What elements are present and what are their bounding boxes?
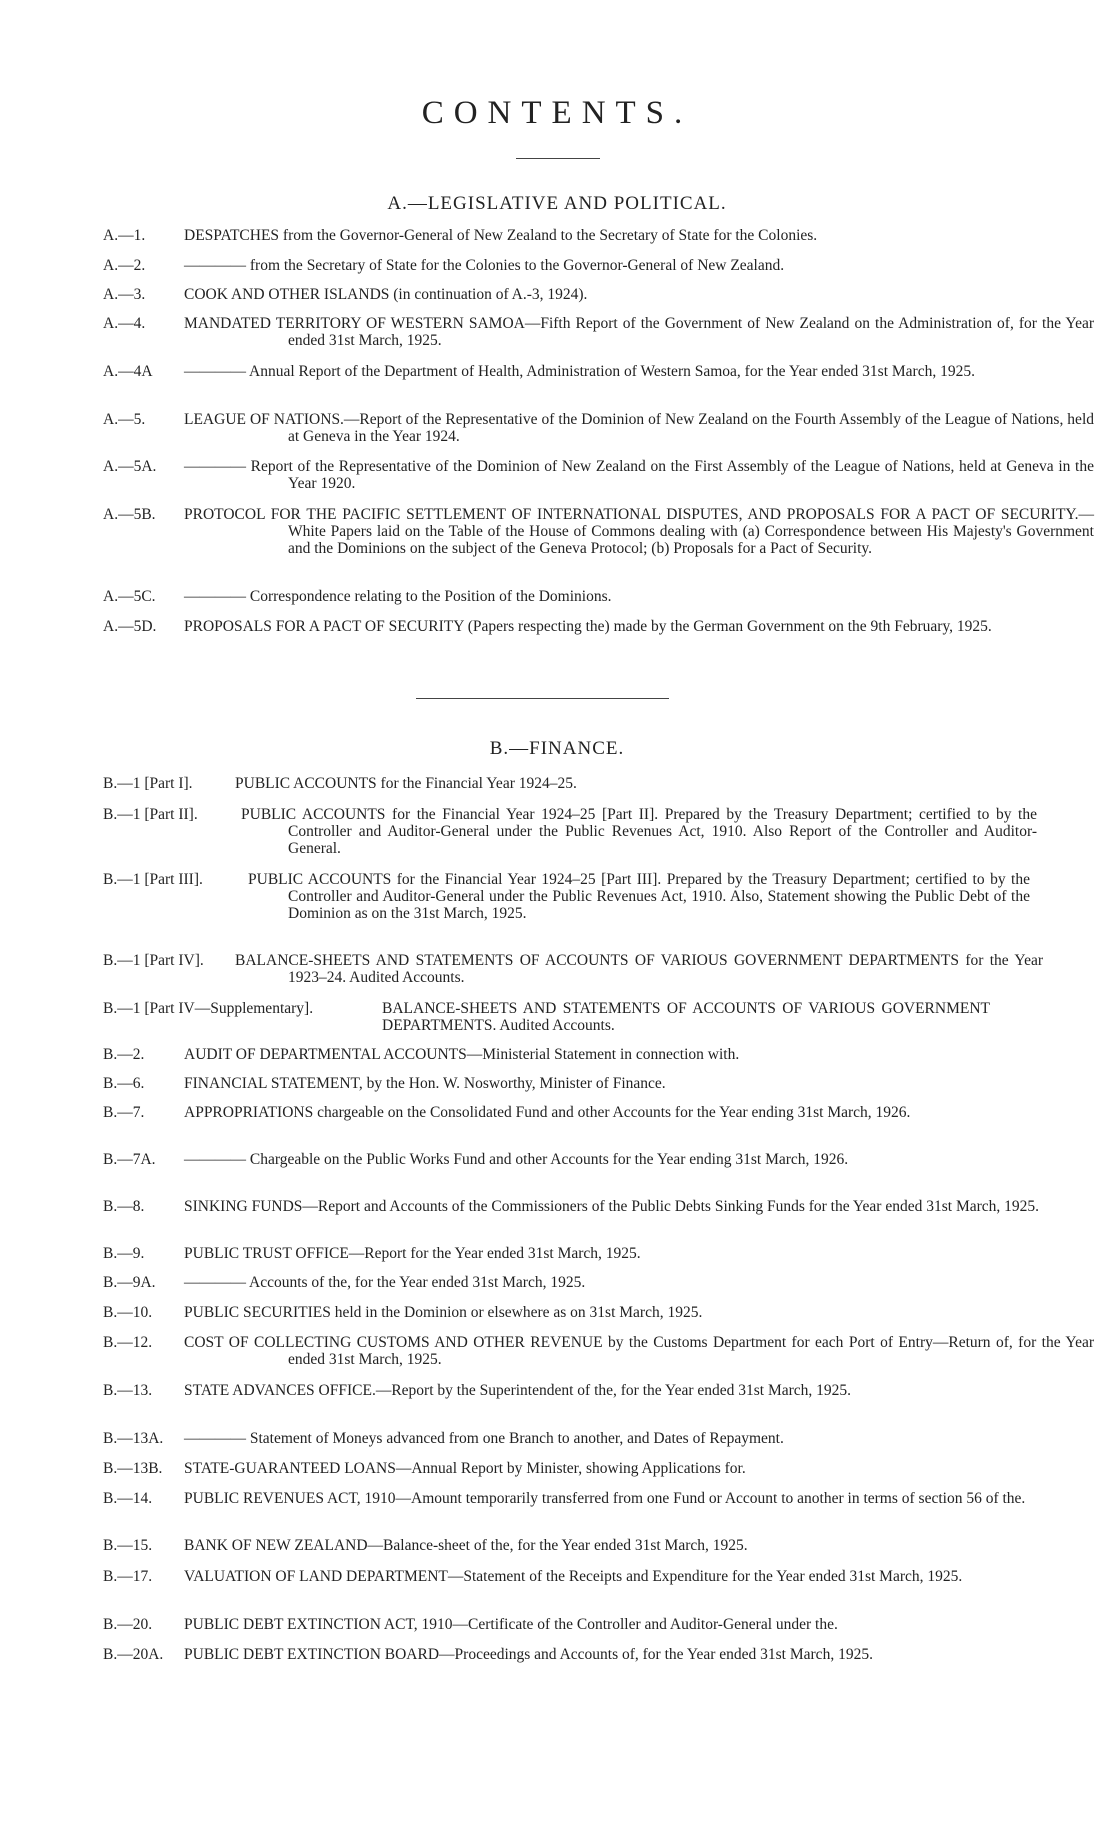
entry-code: B.—14. <box>103 1490 153 1507</box>
section-divider <box>416 698 669 699</box>
entry-text: PUBLIC ACCOUNTS for the Financial Year 1924–25. <box>235 775 577 792</box>
entry-code: B.—1 [Part IV]. <box>103 952 204 969</box>
entry-text: PUBLIC ACCOUNTS for the Financial Year 1924–25 [Part III]. Prepared by the Treasury Department; certified to by the Controller and Auditor-General under the Public Revenues Act, 1910. Also, Statement showing the Public Debt of the Dominion as on the 31st March, 1925. <box>248 871 1030 922</box>
entry-code: B.—13A. <box>103 1430 164 1447</box>
entry-code: B.—12. <box>103 1334 153 1351</box>
entry-code: B.—1 [Part I]. <box>103 775 193 792</box>
entry-text: PUBLIC REVENUES ACT, 1910—Amount temporarily transferred from one Fund or Account to another in terms of section 56 of the. <box>184 1490 1026 1507</box>
entry-text: PUBLIC DEBT EXTINCTION BOARD—Proceedings and Accounts of, for the Year ended 31st March, 1925. <box>184 1646 873 1663</box>
title-rule <box>516 158 600 159</box>
entry-text: PUBLIC DEBT EXTINCTION ACT, 1910—Certificate of the Controller and Auditor-General under the. <box>184 1616 838 1633</box>
entry-code: A.—4. <box>103 315 146 332</box>
entry-text: COOK AND OTHER ISLANDS (in continuation of A.-3, 1924). <box>184 286 588 303</box>
entry-code: B.—9A. <box>103 1274 156 1291</box>
entry-text: COST OF COLLECTING CUSTOMS AND OTHER REVENUE by the Customs Department for each Port of Entry—Return of, for the Year ended 31st March, 1925. <box>184 1334 1094 1368</box>
entry-text: ———— Chargeable on the Public Works Fund and other Accounts for the Year ending 31st March, 1926. <box>184 1151 849 1168</box>
entry-text: PROPOSALS FOR A PACT OF SECURITY (Papers respecting the) made by the German Government on the 9th February, 1925. <box>184 618 992 635</box>
entry-text: LEAGUE OF NATIONS.—Report of the Representative of the Dominion of New Zealand on the Fourth Assembly of the League of Nations, held at Geneva in the Year 1924. <box>184 411 1094 445</box>
entry-code: A.—4A <box>103 363 153 380</box>
entry-code: A.—5D. <box>103 618 157 635</box>
entry-code: A.—5. <box>103 411 146 428</box>
entry-code: B.—17. <box>103 1568 153 1585</box>
entry-code: A.—5A. <box>103 458 157 475</box>
entry-text: DESPATCHES from the Governor-General of New Zealand to the Secretary of State for the Colonies. <box>184 227 818 244</box>
entry-code: A.—1. <box>103 227 146 244</box>
entry-code: B.—8. <box>103 1198 145 1215</box>
entry-text: MANDATED TERRITORY OF WESTERN SAMOA—Fifth Report of the Government of New Zealand on the Administration of, for the Year ended 31st March, 1925. <box>184 315 1094 349</box>
entry-text: VALUATION OF LAND DEPARTMENT—Statement of the Receipts and Expenditure for the Year ended 31st March, 1925. <box>184 1568 963 1585</box>
entry-code: B.—2. <box>103 1046 145 1063</box>
entry-code: B.—7A. <box>103 1151 156 1168</box>
entry-code: B.—7. <box>103 1104 145 1121</box>
entry-text: BANK OF NEW ZEALAND—Balance-sheet of the, for the Year ended 31st March, 1925. <box>184 1537 748 1554</box>
entry-code: A.—5C. <box>103 588 156 605</box>
entry-code: A.—5B. <box>103 506 156 523</box>
entry-text: ———— Annual Report of the Department of Health, Administration of Western Samoa, for the Year ended 31st March, 1925. <box>184 363 975 380</box>
entry-code: A.—3. <box>103 286 146 303</box>
entry-code: B.—10. <box>103 1304 153 1321</box>
page-title: CONTENTS. <box>421 95 693 131</box>
entry-code: B.—13. <box>103 1382 153 1399</box>
entry-text: PUBLIC ACCOUNTS for the Financial Year 1924–25 [Part II]. Prepared by the Treasury Department; certified to by the Controller and Auditor-General under the Public Revenues Act, 1910. Also Report of the Controller and Auditor-General. <box>241 806 1037 857</box>
entry-text: AUDIT OF DEPARTMENTAL ACCOUNTS—Ministerial Statement in connection with. <box>184 1046 740 1063</box>
entry-text: BALANCE-SHEETS AND STATEMENTS OF ACCOUNTS OF VARIOUS GOVERNMENT DEPARTMENTS. Audited Accounts. <box>382 1000 990 1034</box>
entry-code: B.—6. <box>103 1075 145 1092</box>
entry-text: ———— Report of the Representative of the Dominion of New Zealand on the First Assembly of the League of Nations, held at Geneva in the Year 1920. <box>184 458 1094 492</box>
entry-text: PUBLIC SECURITIES held in the Dominion or elsewhere as on 31st March, 1925. <box>184 1304 703 1321</box>
entry-text: BALANCE-SHEETS AND STATEMENTS OF ACCOUNTS OF VARIOUS GOVERNMENT DEPARTMENTS for the Year 1923–24. Audited Accounts. <box>235 952 1043 986</box>
entry-text: SINKING FUNDS—Report and Accounts of the Commissioners of the Public Debts Sinking Funds for the Year ended 31st March, 1925. <box>184 1198 1040 1215</box>
entry-code: B.—9. <box>103 1245 145 1262</box>
entry-text: ———— from the Secretary of State for the Colonies to the Governor-General of New Zealand. <box>184 257 785 274</box>
entry-text: ———— Correspondence relating to the Position of the Dominions. <box>184 588 612 605</box>
entry-text: PUBLIC TRUST OFFICE—Report for the Year ended 31st March, 1925. <box>184 1245 641 1262</box>
entry-code: B.—1 [Part IV—Supplementary]. <box>103 1000 314 1017</box>
entry-text: FINANCIAL STATEMENT, by the Hon. W. Nosworthy, Minister of Finance. <box>184 1075 666 1092</box>
entry-code: B.—20A. <box>103 1646 164 1663</box>
entry-code: B.—1 [Part III]. <box>103 871 203 888</box>
entry-text: PROTOCOL FOR THE PACIFIC SETTLEMENT OF INTERNATIONAL DISPUTES, AND PROPOSALS FOR A PACT OF SECURITY.—White Papers laid on the Table of the House of Commons dealing with (a) Correspondence between His Majesty's Government and the Dominions on the subject of the Geneva Protocol; (b) Proposals for a Pact of Security. <box>184 506 1094 557</box>
entry-code: B.—15. <box>103 1537 153 1554</box>
section-heading-b: B.—FINANCE. <box>489 738 625 759</box>
entry-code: B.—1 [Part II]. <box>103 806 198 823</box>
entry-code: B.—20. <box>103 1616 153 1633</box>
entry-text: STATE-GUARANTEED LOANS—Annual Report by Minister, showing Applications for. <box>184 1460 746 1477</box>
entry-text: APPROPRIATIONS chargeable on the Consolidated Fund and other Accounts for the Year ending 31st March, 1926. <box>184 1104 911 1121</box>
entry-text: STATE ADVANCES OFFICE.—Report by the Superintendent of the, for the Year ended 31st March, 1925. <box>184 1382 852 1399</box>
entry-text: ———— Statement of Moneys advanced from one Branch to another, and Dates of Repayment. <box>184 1430 784 1447</box>
entry-code: A.—2. <box>103 257 146 274</box>
entry-text: ———— Accounts of the, for the Year ended 31st March, 1925. <box>184 1274 586 1291</box>
section-heading-a: A.—LEGISLATIVE AND POLITICAL. <box>387 193 727 214</box>
entry-code: B.—13B. <box>103 1460 163 1477</box>
